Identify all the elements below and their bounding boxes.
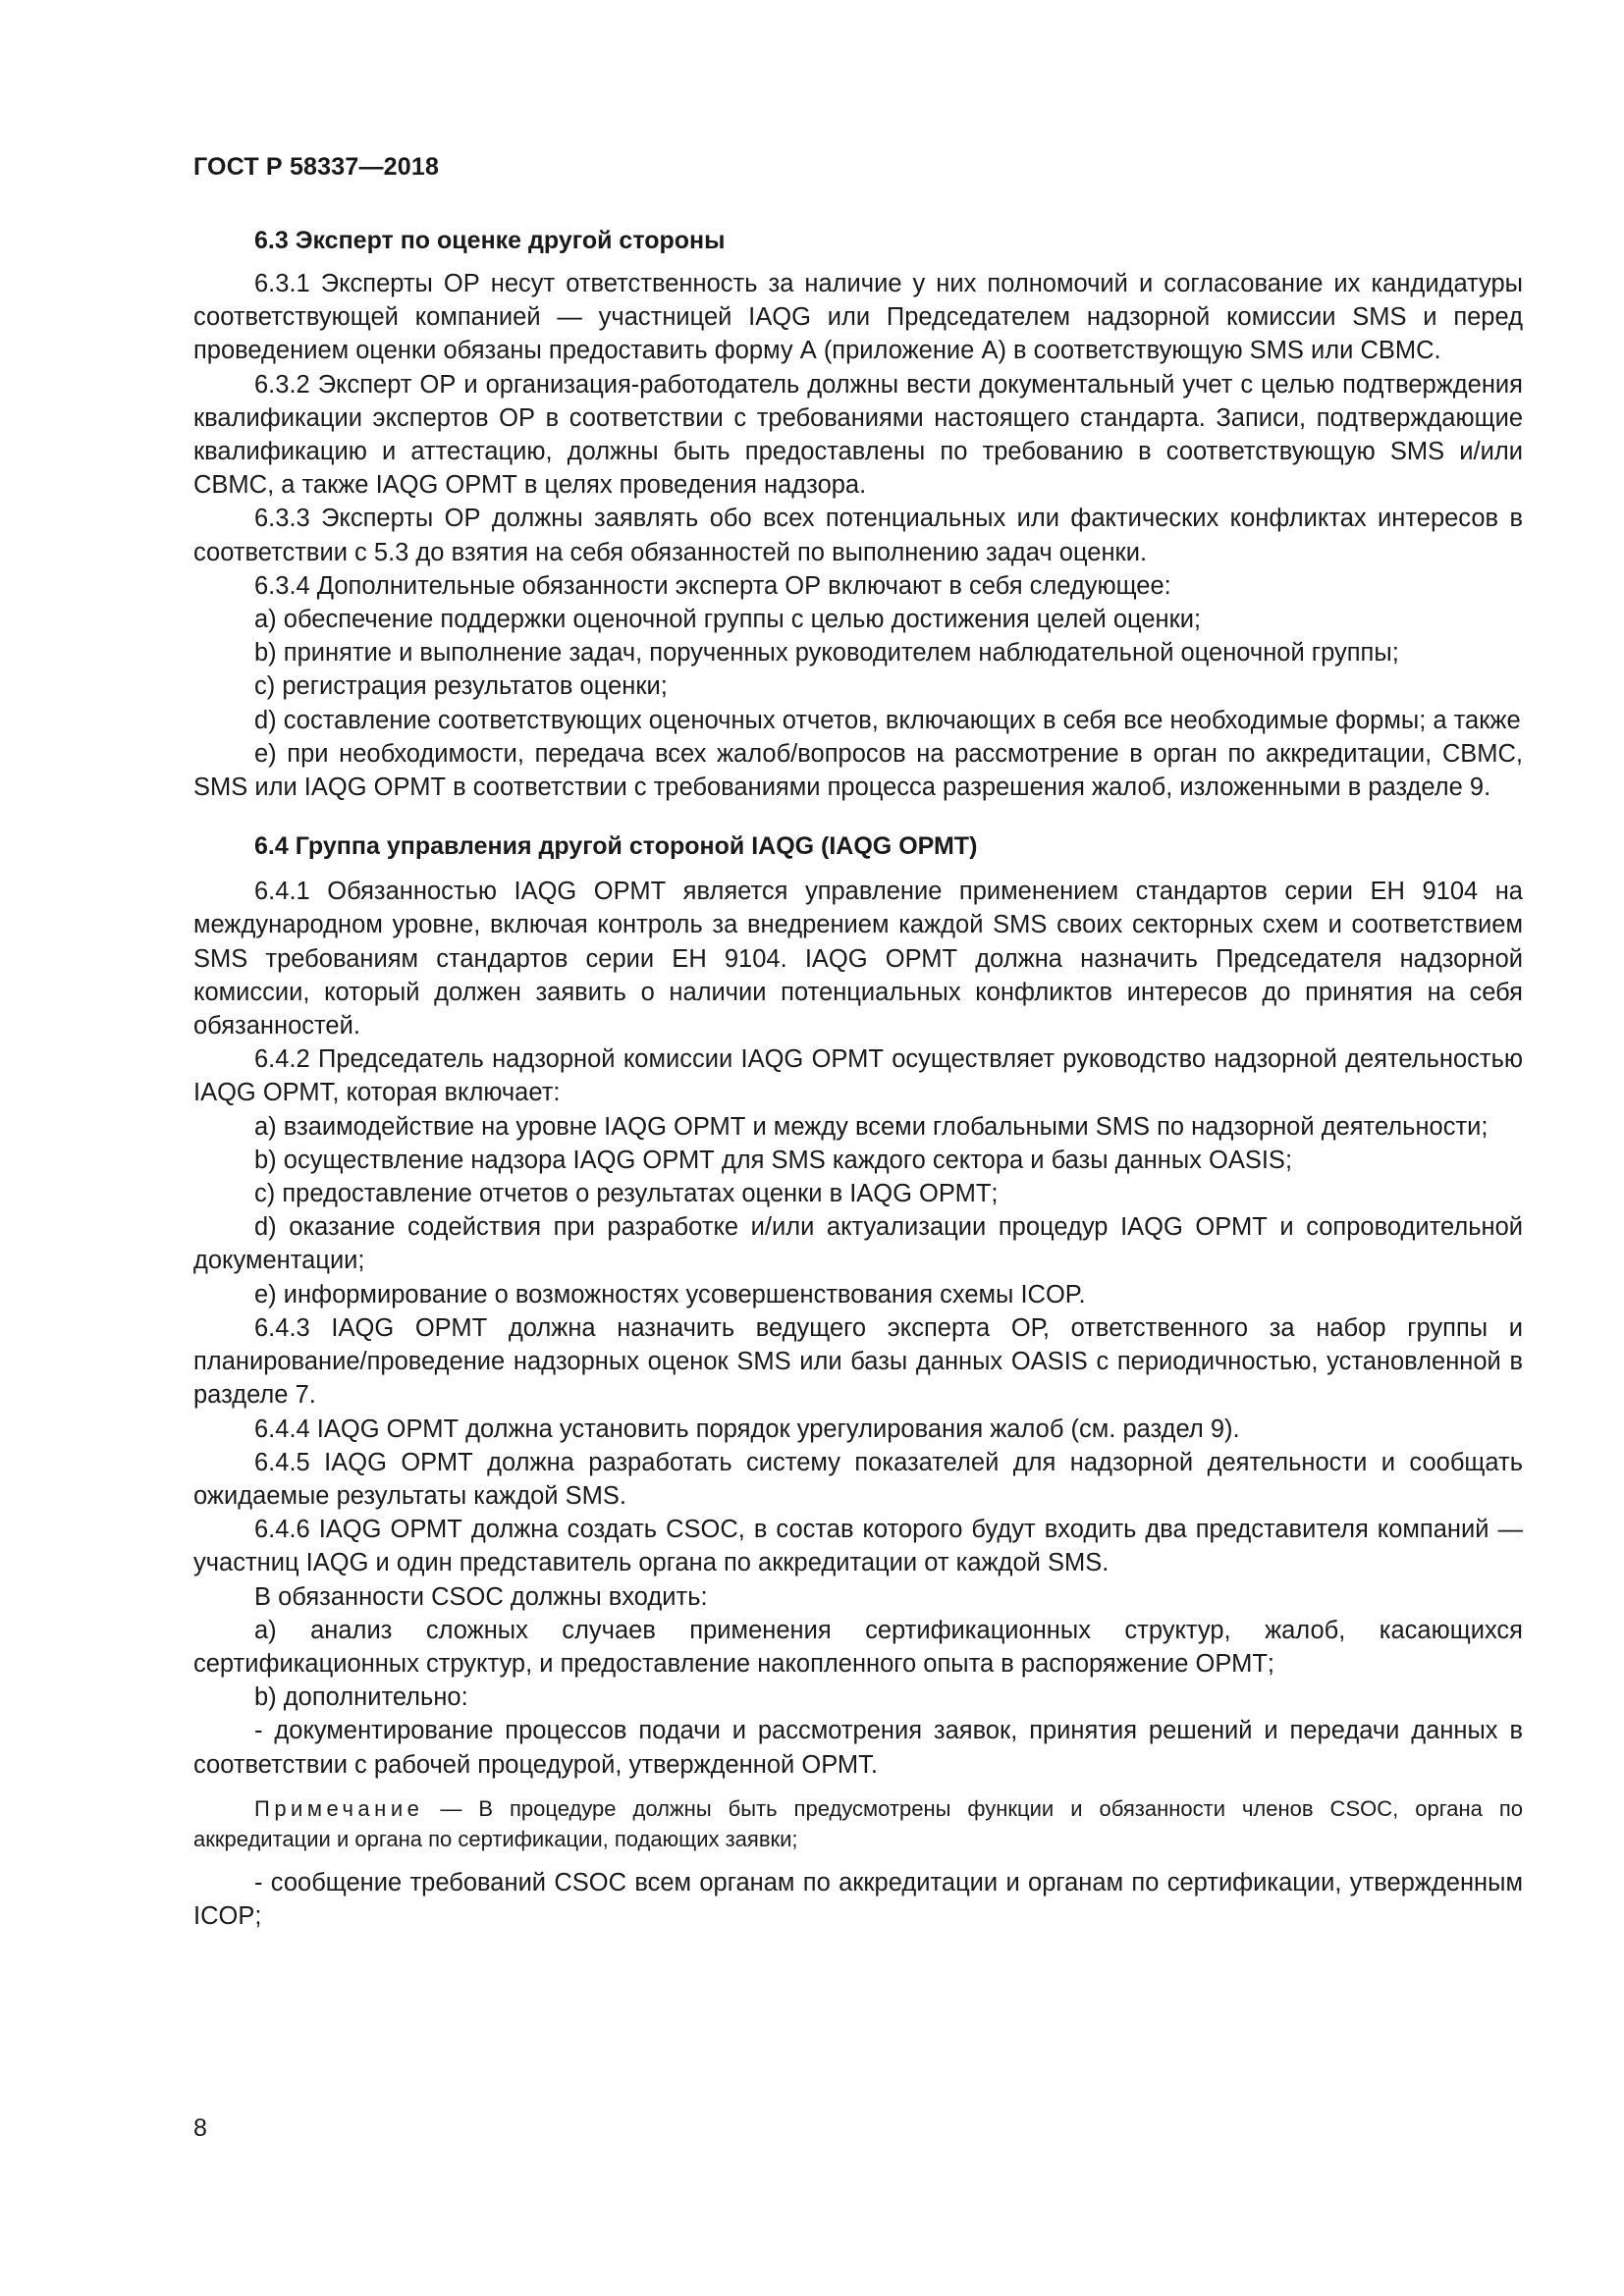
list-item-csoc-b-communicating: - сообщение требований CSOC всем органам по аккредитации и органам по сертификации, утвержденным ICOP; <box>193 1868 1523 1930</box>
list-item-csoc-a: a) анализ сложных случаев применения сертификационных структур, жалоб, касающихся сертификационных структур, и предоставление накопленного опыта в распоряжение ОРМТ; <box>193 1616 1523 1678</box>
list-item-6-3-4-d: d) составление соответствующих оценочных отчетов, включающих в себя все необходимые формы; а также <box>254 706 1521 734</box>
document-header: ГОСТ Р 58337—2018 <box>193 153 440 181</box>
paragraph-6-3-4: 6.3.4 Дополнительные обязанности эксперта ОР включают в себя следующее: <box>254 571 1171 600</box>
paragraph-6-4-2: 6.4.2 Председатель надзорной комиссии IAQG ОРМТ осуществляет руководство надзорной деятельностью IAQG ОРМТ, которая включает: <box>193 1045 1523 1107</box>
paragraph-6-3-3: 6.3.3 Эксперты ОР должны заявлять обо всех потенциальных или фактических конфликтах интересов в соответствии с 5.3 до взятия на себя обязанностей по выполнению задач оценки. <box>193 505 1523 566</box>
list-item-6-3-4-c: c) регистрация результатов оценки; <box>254 672 668 701</box>
paragraph-6-4-3: 6.4.3 IAQG ОРМТ должна назначить ведущего эксперта ОР, ответственного за набор группы и планирование/проведение надзорных оценок SMS или базы данных OASIS с периодичностью, установленной в разделе 7. <box>193 1313 1523 1410</box>
paragraph-6-4-5: 6.4.5 IAQG ОРМТ должна разработать систему показателей для надзорной деятельности и сообщать ожидаемые результаты каждой SMS. <box>193 1448 1523 1510</box>
page-number: 8 <box>193 2114 207 2142</box>
paragraph-6-4-6: 6.4.6 IAQG ОРМТ должна создать CSOC, в состав которого будут входить два представителя компаний — участниц IAQG и один представитель органа по аккредитации от каждой SMS. <box>193 1516 1523 1577</box>
paragraph-6-4-4: 6.4.4 IAQG ОРМТ должна установить порядок урегулирования жалоб (см. раздел 9). <box>254 1415 1240 1443</box>
list-item-6-4-2-a: a) взаимодействие на уровне IAQG ОРМТ и между всеми глобальными SMS по надзорной деятельности; <box>254 1112 1489 1141</box>
note-text: — В процедуре должны быть предусмотрены функции и обязанности членов CSOC, органа по аккредитации и органа по сертификации, подающих заявки; <box>193 1795 1523 1851</box>
document-page <box>193 147 1523 1933</box>
list-item-6-3-4-e: e) при необходимости, передача всех жалоб/вопросов на рассмотрение в орган по аккредитации, СВМС, SMS или IAQG ОРМТ в соответствии с требованиями процесса разрешения жалоб, изложенными в разделе 9. <box>193 739 1523 802</box>
list-item-6-4-2-e: e) информирование о возможностях усовершенствования схемы ICOP. <box>254 1280 1086 1308</box>
list-item-6-3-4-b: b) принятие и выполнение задач, порученных руководителем наблюдательной оценочной группы; <box>254 639 1399 667</box>
list-item-6-4-2-d: d) оказание содействия при разработке и/или актуализации процедур IAQG ОРМТ и сопроводительной документации; <box>193 1213 1523 1275</box>
section-6-4-title: 6.4 Группа управления другой стороной IAQG (IAQG ОРМТ) <box>254 832 978 861</box>
paragraph-6-3-1: 6.3.1 Эксперты ОР несут ответственность за наличие у них полномочий и согласование их кандидатуры соответствующей компанией — участницей IAQG или Председателем надзорной комиссии SMS и перед проведением оценки обязаны предоставить форму А (приложение А) в соответствующую SMS или СВМС. <box>193 270 1523 365</box>
note-paragraph <box>193 1793 1523 1854</box>
list-item-6-4-2-c: c) предоставление отчетов о результатах оценки в IAQG ОРМТ; <box>254 1180 999 1208</box>
paragraph-6-4-1: 6.4.1 Обязанностью IAQG ОРМТ является управление применением стандартов серии ЕН 9104 на международном уровне, включая контроль за внедрением каждой SMS своих секторных схем и соответствием SMS требованиям стандартов серии ЕН 9104. IAQG ОРМТ должна назначить Председателя надзорной комиссии, который должен заявить о наличии потенциальных конфликтов интересов до принятия на себя обязанностей. <box>193 878 1523 1041</box>
paragraph-6-3-2: 6.3.2 Эксперт ОР и организация-работодатель должны вести документальный учет с целью подтверждения квалификации экспертов ОР в соответствии с требованиями настоящего стандарта. Записи, подтверждающие квалификацию и аттестацию, должны быть предоставлены по требованию в соответствующую SMS и/или СВМС, а также IAQG ОРМТ в целях проведения надзора. <box>193 370 1523 500</box>
list-item-6-3-4-a: a) обеспечение поддержки оценочной группы с целью достижения целей оценки; <box>254 606 1202 634</box>
note-label: Примечание <box>254 1795 424 1821</box>
list-item-6-4-2-b: b) осуществление надзора IAQG ОРМТ для SMS каждого сектора и базы данных OASIS; <box>254 1146 1293 1174</box>
list-item-csoc-b-documenting: - документирование процессов подачи и рассмотрения заявок, принятия решений и передачи данных в соответствии с рабочей процедурой, утвержденной ОРМТ. <box>193 1717 1523 1779</box>
list-item-csoc-b: b) дополнительно: <box>254 1683 468 1712</box>
paragraph-csoc-duties: В обязанности CSOC должны входить: <box>254 1582 708 1611</box>
section-6-3-title: 6.3 Эксперт по оценке другой стороны <box>254 227 726 254</box>
